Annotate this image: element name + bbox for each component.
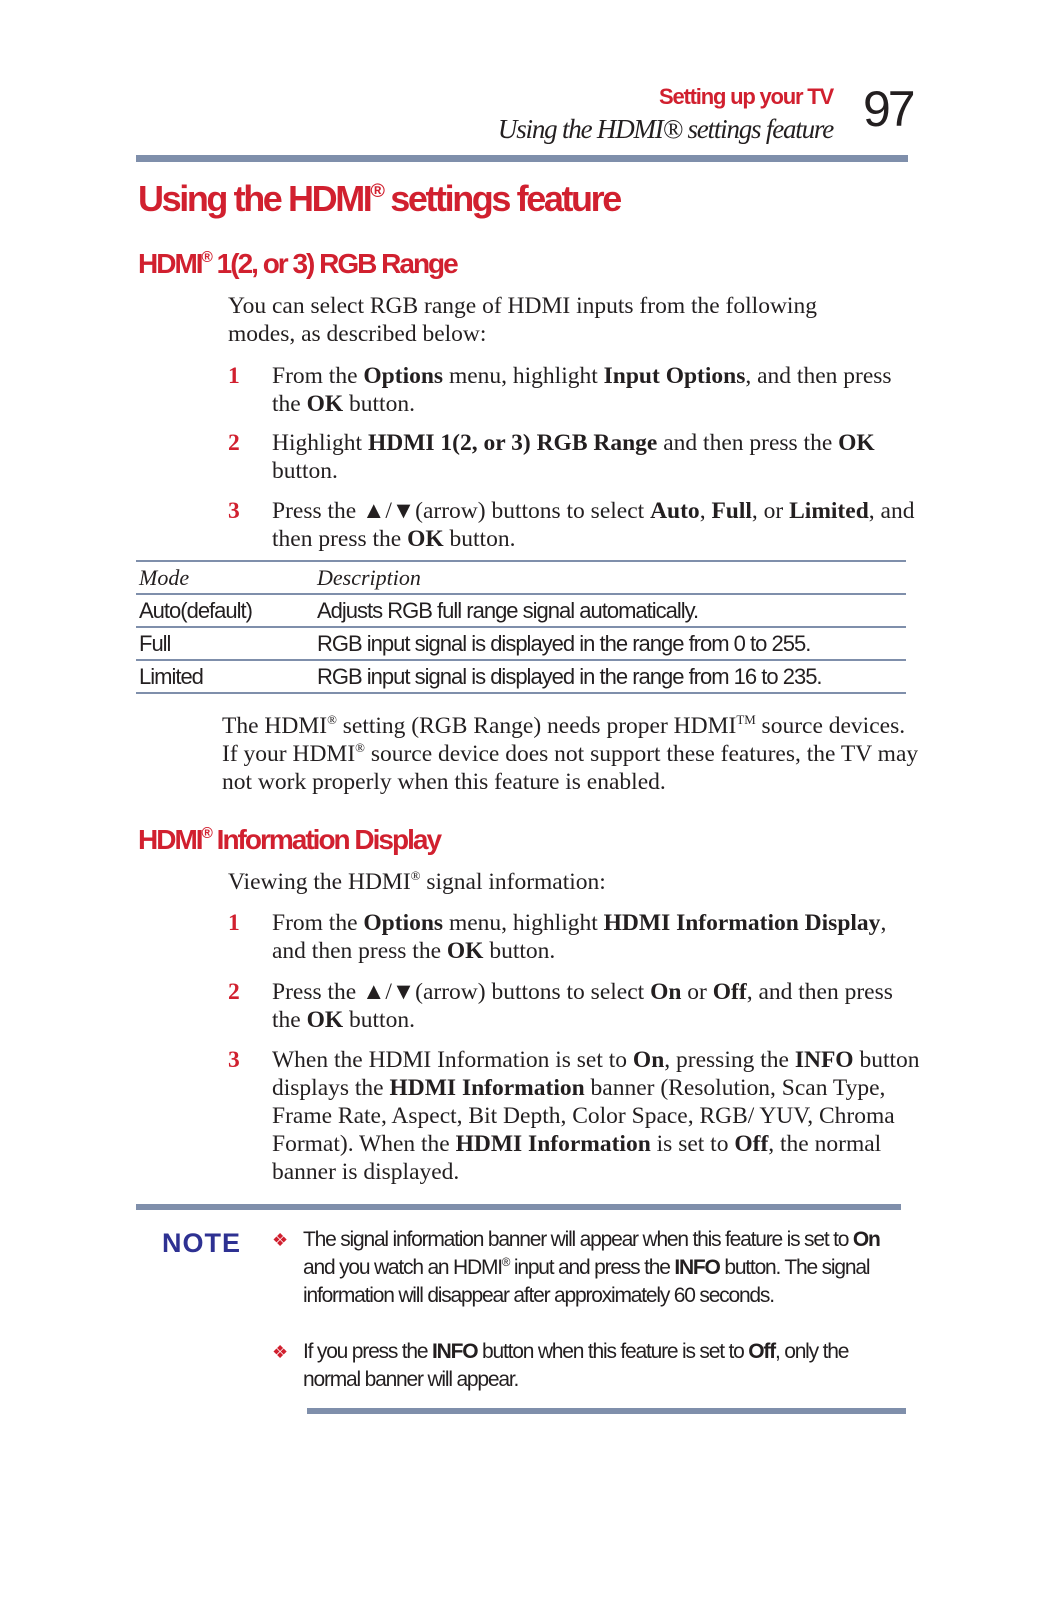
step-number: 2 bbox=[228, 979, 240, 1005]
table-header-description: Description bbox=[317, 564, 421, 590]
section-intro: You can select RGB range of HDMI inputs from the following modes, as described below: bbox=[228, 293, 817, 347]
step-text: Press the ▲/▼(arrow) buttons to select On or Off, and then press the OK button. bbox=[272, 979, 893, 1033]
step-number: 2 bbox=[228, 430, 240, 456]
list-item bbox=[228, 978, 928, 1034]
table-header-mode: Mode bbox=[139, 564, 190, 590]
list-item bbox=[228, 429, 928, 485]
table-cell-mode: Limited bbox=[139, 663, 203, 689]
note-bullet bbox=[272, 1226, 880, 1338]
page-title: Using the HDMI® settings feature bbox=[138, 178, 620, 219]
bullet-text: If you press the INFO button when this feature is set to Off, only the normal banner will appear. bbox=[303, 1340, 849, 1391]
step-text: Highlight HDMI 1(2, or 3) RGB Range and then press the OK button. bbox=[272, 430, 875, 484]
table-row bbox=[136, 594, 906, 627]
bullet-diamond-icon: ❖ bbox=[272, 1342, 287, 1362]
step-number: 1 bbox=[228, 363, 240, 389]
list-item bbox=[228, 362, 928, 418]
list-item bbox=[228, 1046, 928, 1186]
step-number: 3 bbox=[228, 1047, 240, 1073]
list-item bbox=[228, 909, 928, 965]
step-text: When the HDMI Information is set to On, pressing the INFO button displays the HDMI Information banner (Resolution, Scan Type, Frame Rate, Aspect, Bit Depth, Color Space, RGB/ YUV, Chroma Format). When the HDMI Information is set to Off, the normal banner is displayed. bbox=[272, 1047, 920, 1185]
table-row bbox=[136, 627, 906, 660]
section-heading-rgb-range: HDMI® 1(2, or 3) RGB Range bbox=[138, 248, 457, 279]
note-top-rule bbox=[136, 1204, 901, 1210]
bullet-text: The signal information banner will appear when this feature is set to On and you watch an HDMI® input and press the INFO button. The signal information will disappear after approximately 60 seconds. bbox=[303, 1228, 880, 1307]
table-cell-mode: Auto(default) bbox=[139, 597, 252, 623]
table-cell-description: RGB input signal is displayed in the range from 16 to 235. bbox=[317, 663, 822, 689]
step-text: From the Options menu, highlight HDMI Information Display, and then press the OK button. bbox=[272, 910, 887, 964]
section-intro: Viewing the HDMI® signal information: bbox=[228, 867, 606, 895]
step-number: 3 bbox=[228, 498, 240, 524]
table-cell-mode: Full bbox=[139, 630, 171, 656]
page-number: 97 bbox=[863, 81, 913, 137]
chapter-title: Setting up your TV bbox=[659, 84, 833, 109]
bullet-diamond-icon: ❖ bbox=[272, 1230, 287, 1250]
note-bullet bbox=[272, 1338, 872, 1394]
compatibility-note: The HDMI® setting (RGB Range) needs proper HDMI™ source devices. If your HDMI® source device does not support these features, the TV may not work properly when this feature is enabled. bbox=[222, 711, 919, 795]
table-cell-description: Adjusts RGB full range signal automatically. bbox=[317, 597, 699, 623]
step-number: 1 bbox=[228, 910, 240, 936]
note-bottom-rule bbox=[307, 1408, 906, 1414]
table-header-row bbox=[136, 561, 906, 594]
table-row bbox=[136, 660, 906, 693]
step-text: Press the ▲/▼(arrow) buttons to select Auto, Full, or Limited, and then press the OK button. bbox=[272, 498, 915, 552]
section-heading-info-display: HDMI® Information Display bbox=[138, 824, 441, 855]
header-rule bbox=[136, 155, 908, 162]
note-label: NOTE bbox=[162, 1228, 242, 1258]
section-subtitle: Using the HDMI® settings feature bbox=[497, 114, 833, 144]
mode-table bbox=[136, 560, 906, 694]
step-text: From the Options menu, highlight Input Options, and then press the OK button. bbox=[272, 363, 892, 417]
list-item bbox=[228, 497, 928, 553]
table-cell-description: RGB input signal is displayed in the range from 0 to 255. bbox=[317, 630, 811, 656]
